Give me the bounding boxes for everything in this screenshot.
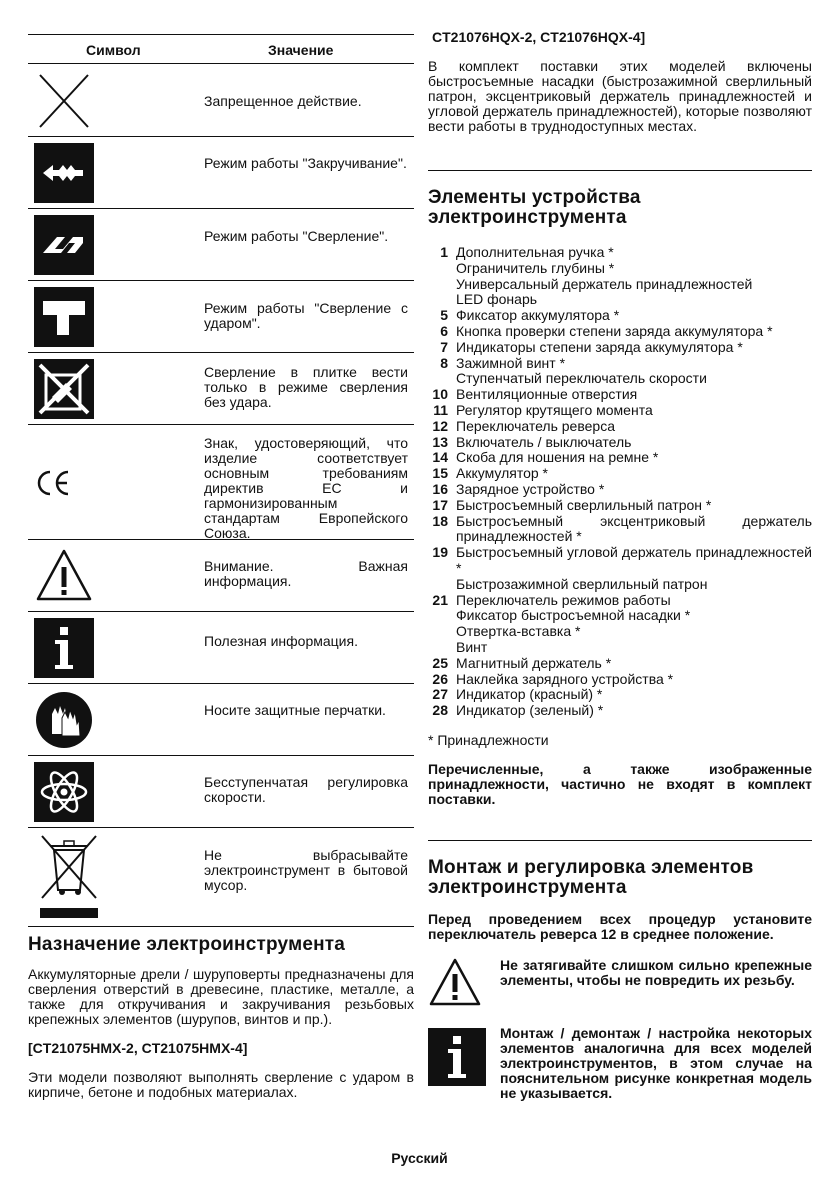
weee-bin-icon — [34, 832, 104, 922]
prohibited-x-icon — [34, 71, 94, 131]
header-meaning: Значение — [268, 42, 334, 58]
atom-speed-icon — [34, 762, 94, 822]
list-item: Быстрозажимной сверлильный патрон — [456, 575, 708, 592]
symbol-row — [28, 828, 414, 926]
list-item: LED фонарь — [456, 291, 538, 308]
list-item: 27 Индикатор (красный) * — [432, 686, 603, 703]
symbol-row — [28, 684, 414, 756]
symbol-row — [28, 209, 414, 281]
symbol-meaning: Полезная информация. — [204, 633, 358, 649]
list-item: Винт — [456, 638, 488, 655]
symbol-meaning: Бесступенчатая регулировка скорости. — [204, 774, 408, 805]
list-item: Отвертка-вставка * — [456, 623, 581, 640]
models-text-1: Эти модели позволяют выполнять сверление с ударом в кирпиче, бетоне и подобных материалах. — [28, 1069, 414, 1100]
gloves-icon — [34, 690, 94, 750]
models-heading-2: CT21076HQX-2, CT21076HQX-4] — [432, 29, 646, 45]
hammer-drilling-mode-icon — [34, 287, 94, 347]
list-item: 19 Быстросъемный угловой держатель принадлежностей * — [432, 544, 812, 576]
symbol-table-header — [28, 34, 414, 64]
symbol-meaning: Внимание. Важная информация. — [204, 558, 408, 589]
info-block — [428, 1026, 812, 1101]
symbol-meaning: Режим работы "Сверление с ударом". — [204, 300, 408, 331]
list-item: Ступенчатый переключатель скорости — [456, 370, 707, 387]
list-item: 17 Быстросъемный сверлильный патрон * — [432, 496, 712, 513]
assembly-section — [428, 840, 812, 1101]
symbol-meaning: Сверление в плитке вести только в режиме сверления без удара. — [204, 364, 408, 410]
header-symbol: Символ — [86, 42, 141, 58]
accessories-footnote: * Принадлежности — [428, 731, 549, 748]
symbol-row — [28, 612, 414, 684]
symbol-meaning: Носите защитные перчатки. — [204, 702, 386, 718]
assembly-title: Монтаж и регулировка элементов электроинструмента — [428, 857, 754, 898]
elements-title: Элементы устройства электроинструмента — [428, 187, 641, 228]
models-heading-1: [CT21075HMX-2, CT21075HMX-4] — [28, 1040, 248, 1056]
page-footer-language: Русский — [391, 1150, 448, 1166]
info-icon — [428, 1028, 486, 1086]
list-item: 18 Быстросъемный эксцентриковый держатель принадлежностей * — [432, 512, 812, 545]
list-item: 15 Аккумулятор * — [432, 465, 548, 482]
list-item: Ограничитель глубины * — [456, 259, 615, 276]
symbol-row — [28, 353, 414, 425]
list-item: 1 Дополнительная ручка * — [440, 244, 614, 260]
list-item: 7 Индикаторы степени заряда аккумулятора * — [440, 338, 743, 355]
warning-text: Не затягивайте слишком сильно крепежные элементы, чтобы не повредить их резьбу. — [500, 957, 812, 988]
ce-mark-icon — [34, 453, 94, 513]
list-item: 13 Включатель / выключатель — [432, 433, 632, 450]
list-item: 21 Переключатель режимов работы — [432, 591, 671, 608]
symbol-meaning: Знак, удостоверяющий, что изделие соответствует основным требованиям директив ЕС и гармонизированным стандартам Европейского Союза. — [204, 435, 408, 541]
list-item: 12 Переключатель реверса — [432, 417, 615, 434]
no-hammer-tile-icon — [34, 359, 94, 419]
purpose-title: Назначение электроинструмента — [28, 934, 346, 955]
list-item: 28 Индикатор (зеленый) * — [432, 702, 604, 719]
list-item: 10 Вентиляционные отверстия — [432, 386, 638, 403]
symbol-row — [28, 756, 414, 828]
list-item: 14 Скоба для ношения на ремне * — [432, 449, 659, 466]
warning-block — [428, 956, 812, 1016]
list-item: 25 Магнитный держатель * — [432, 654, 612, 671]
assembly-intro: Перед проведением всех процедур установите переключатель реверса 12 в среднее положение. — [428, 911, 812, 942]
symbol-row — [28, 64, 414, 137]
list-item: 16 Зарядное устройство * — [432, 480, 605, 497]
symbol-meaning: Запрещенное действие. — [204, 93, 362, 109]
symbol-row — [28, 281, 414, 353]
screwdriving-mode-icon — [34, 143, 94, 203]
list-item: 11 Регулятор крутящего момента — [433, 401, 653, 418]
list-item: 26 Наклейка зарядного устройства * — [432, 670, 674, 687]
info-icon — [34, 618, 94, 678]
info-text: Монтаж / демонтаж / настройка некоторых элементов аналогична для всех моделей электроинструментов, в этом случае на пояснительном рисунке конкретная модель не указывается. — [500, 1025, 812, 1101]
accessories-note: Перечисленные, а также изображенные принадлежности, частично не входят в комплект поставки. — [428, 760, 812, 807]
elements-list — [428, 245, 812, 719]
symbol-row — [28, 137, 414, 209]
warning-triangle-icon — [428, 956, 482, 1013]
symbol-row — [28, 425, 414, 540]
list-item: 5 Фиксатор аккумулятора * — [440, 307, 620, 324]
symbol-meaning: Режим работы "Сверление". — [204, 228, 389, 244]
elements-section — [428, 170, 812, 807]
list-item: 8 Зажимной винт * — [440, 354, 566, 371]
symbol-meaning: Не выбрасывайте электроинструмент в бытовой мусор. — [204, 847, 408, 893]
models-text-2: В комплект поставки этих моделей включены быстросъемные насадки (быстрозажимной сверлильный патрон, эксцентриковый держатель принадлежностей и угловой держатель принадлежностей), которые позволяют вести работы в труднодоступных местах. — [428, 58, 812, 134]
list-item: Фиксатор быстросъемной насадки * — [456, 607, 691, 624]
purpose-section — [28, 926, 414, 1100]
warning-triangle-icon — [34, 545, 94, 605]
purpose-text: Аккумуляторные дрели / шуруповерты предназначены для сверления отверстий в древесине, пластике, металле, а также для откручивания и закручивания резьбовых крепежных элементов (шурупов, винтов и пр.). — [28, 966, 414, 1027]
list-item: Универсальный держатель принадлежностей — [456, 275, 753, 292]
symbol-meaning: Режим работы "Закручивание". — [204, 155, 407, 171]
symbol-row — [28, 540, 414, 612]
list-item: 6 Кнопка проверки степени заряда аккумулятора * — [440, 322, 773, 339]
drilling-mode-icon — [34, 215, 94, 275]
